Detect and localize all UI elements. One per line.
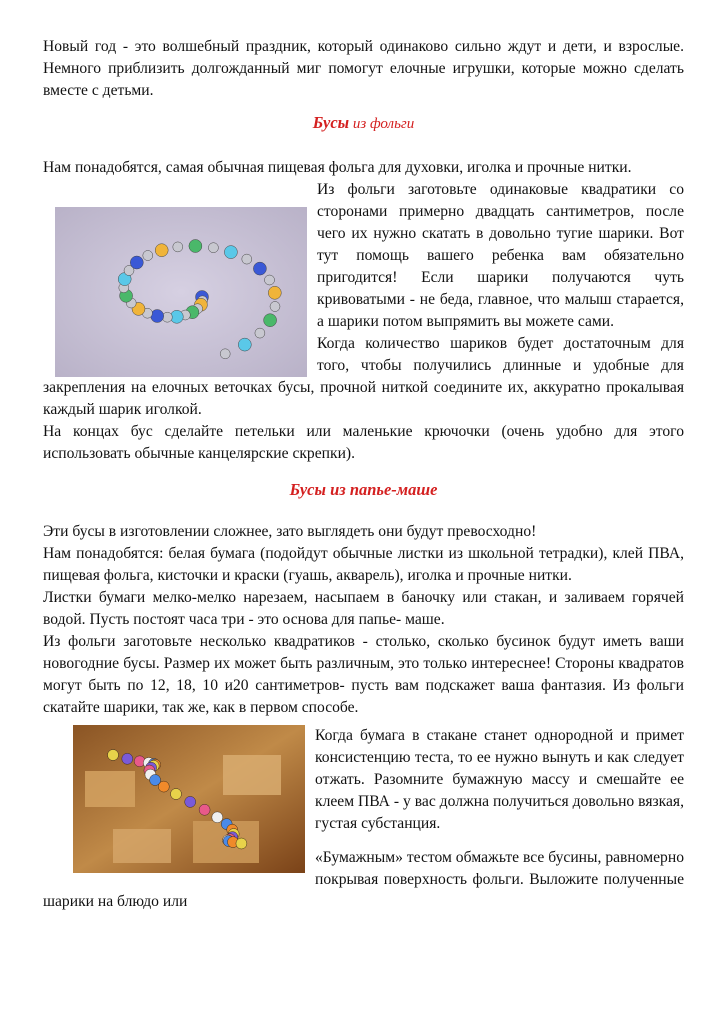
papier-mache-beads-photo (73, 725, 305, 873)
bead-shape (122, 753, 133, 764)
bead-shape (238, 338, 251, 351)
bead-shape (151, 310, 164, 323)
bead-shape (236, 838, 247, 849)
bead-shape (171, 789, 182, 800)
section2-paragraph-2: Нам понадобятся: белая бумага (подойдут обычные листки из школьной тетрадки), клей ПВА, пищевая фольга, кисточки и краски (гуашь, акварель), иголка и прочные нитки. (43, 545, 684, 584)
section1-paragraph-3: Когда количество шариков будет достаточным для того, чтобы получились длинные и удобные для закрепления на елочных веточках бусы, прочной ниткой соедините их, аккуратно прокалывая каждый шарик иголкой. (43, 335, 684, 418)
bead-shape (212, 812, 223, 823)
bead-shape (265, 275, 275, 285)
bead-shape (173, 242, 183, 252)
bead-shape (224, 246, 237, 259)
section2-paragraph-4: Из фольги заготовьте несколько квадратиков - столько, сколько бусинок будут иметь ваши новогодние бусы. Размер их может быть различным, это только интереснее! Стороны квадратов могут быть по 12, 18, 10 и20 сантиметров- пусть вам подскажет ваша фантазия. Из фольги скатайте шарики, так же, как в первом способе. (43, 633, 684, 716)
bead-shape (255, 328, 265, 338)
bead-shape (155, 244, 168, 257)
bead-shape (143, 251, 153, 261)
section1-paragraph-1: Нам понадобятся, самая обычная пищевая фольга для духовки, иголка и прочные нитки. (43, 159, 632, 176)
bead-shape (108, 750, 119, 761)
bead-shape (189, 240, 202, 253)
bead-shape (242, 254, 252, 264)
section2-paragraph-6: «Бумажным» тестом обмажьте все бусины, равномерно покрывая поверхность фольги. Выложите полученные шарики на блюдо или (43, 849, 684, 910)
bead-shape (264, 314, 277, 327)
bead-shape (185, 796, 196, 807)
section1-body (43, 179, 684, 465)
bead-shape (268, 286, 281, 299)
bead-shape (220, 349, 230, 359)
bead-shape (158, 781, 169, 792)
section2-paragraph-5: Когда бумага в стакане станет однородной и примет консистенцию теста, то ее нужно вынуть и как следует отжать. Разомните бумажную массу и смешайте ее клеем ПВА - у вас должна получиться довольно вязкая, густая субстанция. (315, 727, 684, 832)
bead-shape (199, 804, 210, 815)
section1-paragraph-4: На концах бус сделайте петельки или маленькие крючочки (очень удобно для этого использовать обычные канцелярские скрепки). (43, 423, 684, 462)
foil-beads-photo (55, 207, 307, 377)
section1-heading (43, 112, 684, 135)
section2-paragraph-3: Листки бумаги мелко-мелко нарезаем, насыпаем в баночку или стакан, и заливаем горячей водой. Пусть постоят часа три - это основа для папье- маше. (43, 589, 684, 628)
section1-heading-main: Бусы (312, 113, 350, 132)
section2-paragraph-1: Эти бусы в изготовлении сложнее, зато выглядеть они будут превосходно! (43, 523, 537, 540)
intro-paragraph: Новый год - это волшебный праздник, который одинаково сильно ждут и дети, и взрослые. Немного приблизить долгожданный миг помогут елочные игрушки, которые можно сделать вместе с детьми. (43, 38, 684, 99)
bead-shape (270, 302, 280, 312)
bead-shape (208, 243, 218, 253)
section2-body (43, 719, 684, 913)
section2-heading: Бусы из папье-маше (289, 480, 438, 499)
document-page (43, 36, 684, 913)
section1-paragraph-2: Из фольги заготовьте одинаковые квадратики со сторонами примерно двадцать сантиметров, после чего их нужно скатать в довольно тугие шарики. Вот тут помощь вашего ребенка вам обязательно пригодится! Если шарики получаются чуть кривоватыми - не беда, главное, что малыш старается, а шарики потом выпрямить вы можете сами. (317, 181, 684, 330)
section1-heading-rest: из фольги (349, 116, 415, 132)
bead-shape (130, 256, 143, 269)
bead-shape (253, 262, 266, 275)
